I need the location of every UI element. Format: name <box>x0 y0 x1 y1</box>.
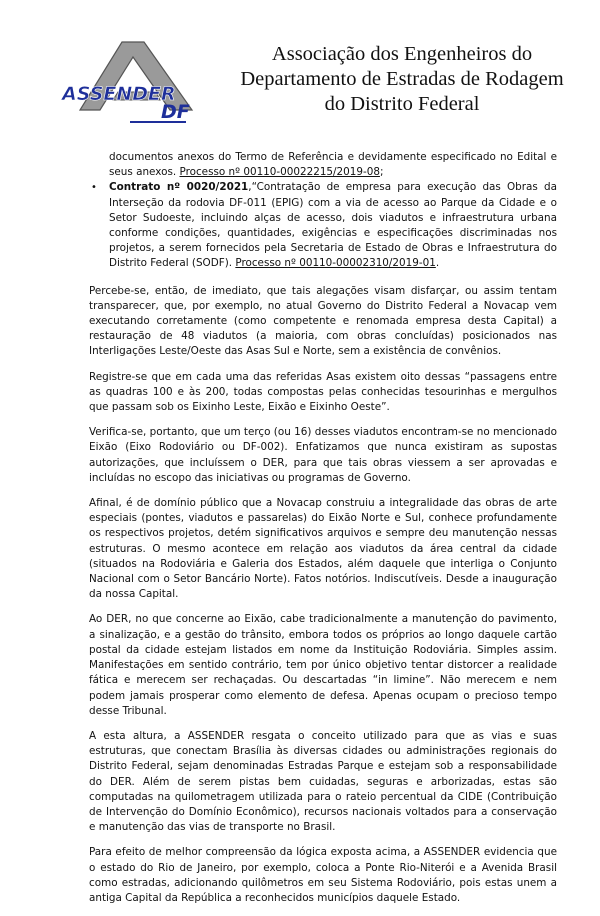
paragraph: Verifica-se, portanto, que um terço (ou 16) desses viadutos encontram-se no mencionado Eixão (Eixo Rodoviário ou DF-002). Enfatizamos que nunca existiram as supostas autorizações, que incluíssem o DER, para que tais obras viessem a ser aprovadas e incluídas no escopo das iniciativas ou programas de Governo. <box>89 426 557 484</box>
paragraph: Para efeito de melhor compreensão da lógica exposta acima, a ASSENDER evidencia que o estado do Rio de Janeiro, por exemplo, coloca a Ponte Rio-Niterói e a Avenida Brasil como estradas, adicionando quilômetros em seu Sistema Rodoviário, pois estas unem a antiga Capital da República a reconhecidos municípios daquele Estado. <box>89 846 557 904</box>
bullet-icon: • <box>91 182 97 194</box>
contracts-list <box>89 150 557 272</box>
list-item-contract-0020 <box>89 180 557 271</box>
contract-end: . <box>435 257 440 270</box>
logo-text: ASSENDER <box>62 83 176 105</box>
paragraph: A esta altura, a ASSENDER resgata o conceito utilizado para que as vias e suas estruturas, que conectam Brasília às diversas cidades ou administrações regionais do Distrito Federal, sejam denominadas Estradas Parque e estejam sob a responsabilidade do DER. Além de serem pistas bem cuidadas, seguras e arborizadas, estas são computadas na quilometragem utilizada para o rateio percentual da CIDE (Contribuição de Intervenção do Domínio Econômico), recursos nacionais voltados para a conservação e manutenção das vias de transporte no Brasil. <box>89 729 557 834</box>
org-line-1: Associação dos Engenheiros do <box>271 43 533 65</box>
org-line-3: do Distrito Federal <box>324 93 480 115</box>
contract-number: Contrato nº 0020/2021 <box>109 181 249 194</box>
continuation-end: ; <box>379 166 384 179</box>
process-number-link[interactable]: Processo nº 00110-00002310/2019-01 <box>235 257 436 270</box>
document-body <box>89 150 557 916</box>
paragraph: Registre-se que em cada uma das referidas Asas existem oito dessas “passagens entre as quadras 100 e às 200, todas compostas pelas conhecidas tesourinhas e mergulhos que passam sob os Eixinho Leste, Eixão e Eixinho Oeste”. <box>89 370 557 414</box>
paragraph: Afinal, é de domínio público que a Novacap construiu a integralidade das obras de arte especiais (pontes, viadutos e passarelas) do Eixão Norte e Sul, conhece profundamente os respectivos projetos, detém significativos arquivos e sempre deu manutenção nessas estruturas. O mesmo acontece em relação aos viadutos da área central da cidade (situados na Rodoviária e Galeria dos Estados, além daquele que interliga o Conjunto Nacional com o Setor Bancário Norte). Fatos notórios. Indiscutíveis. Desde a inauguração da nossa Capital. <box>89 497 557 601</box>
letterhead <box>0 0 600 140</box>
organization-name <box>232 42 572 117</box>
paragraph: Ao DER, no que concerne ao Eixão, cabe tradicionalmente a manutenção do pavimento, a sinalização, e a gestão do trânsito, embora todos os próprios ao longo daquele cartão postal da cidade estejam listados em nome da Instituição Rodoviária. Simples assim. Manifestações em sentido contrário, tem por único objetivo tentar distorcer a realidade fática e merecem ser rechaçadas. Ou descartadas “in limine”. Não merecem e nem podem jamais prosperar como elemento de defesa. Apenas ocupam o precioso tempo desse Tribunal. <box>89 613 557 717</box>
process-number-link[interactable]: Processo nº 00110-00022215/2019-08 <box>179 166 380 179</box>
contract-description: ,“Contratação de empresa para execução das Obras da Interseção da rodovia DF-011 (EPIG) com a via de acesso ao Parque da Cidade e o Setor Sudoeste, incluindo alças de acesso, dois viadutos e infraestrutura urbana conforme condições, quantidades, exigências e especificações discriminadas nos projetos, a serem fornecidos pela Secretaria de Estado de Obras e Infraestrutura do Distrito Federal (SODF). <box>109 181 557 270</box>
continuation-text: documentos anexos do Termo de Referência e devidamente especificado no Edital e seus anexos. <box>109 151 557 179</box>
list-item-continuation <box>89 150 557 180</box>
logo-subtext: DF <box>161 101 190 123</box>
assender-logo <box>60 40 210 130</box>
paragraph: Percebe-se, então, de imediato, que tais alegações visam disfarçar, ou assim tentam transparecer, que, por exemplo, no atual Governo do Distrito Federal a Novacap vem executando corretamente (como competente e renomada empresa desta Capital) a restauração de 48 viadutos (a maioria, com obras concluídas) posicionados nas Interligações Leste/Oeste das Asas Sul e Norte, sem a existência de convênios. <box>89 284 557 358</box>
org-line-2: Departamento de Estradas de Rodagem <box>240 68 564 90</box>
